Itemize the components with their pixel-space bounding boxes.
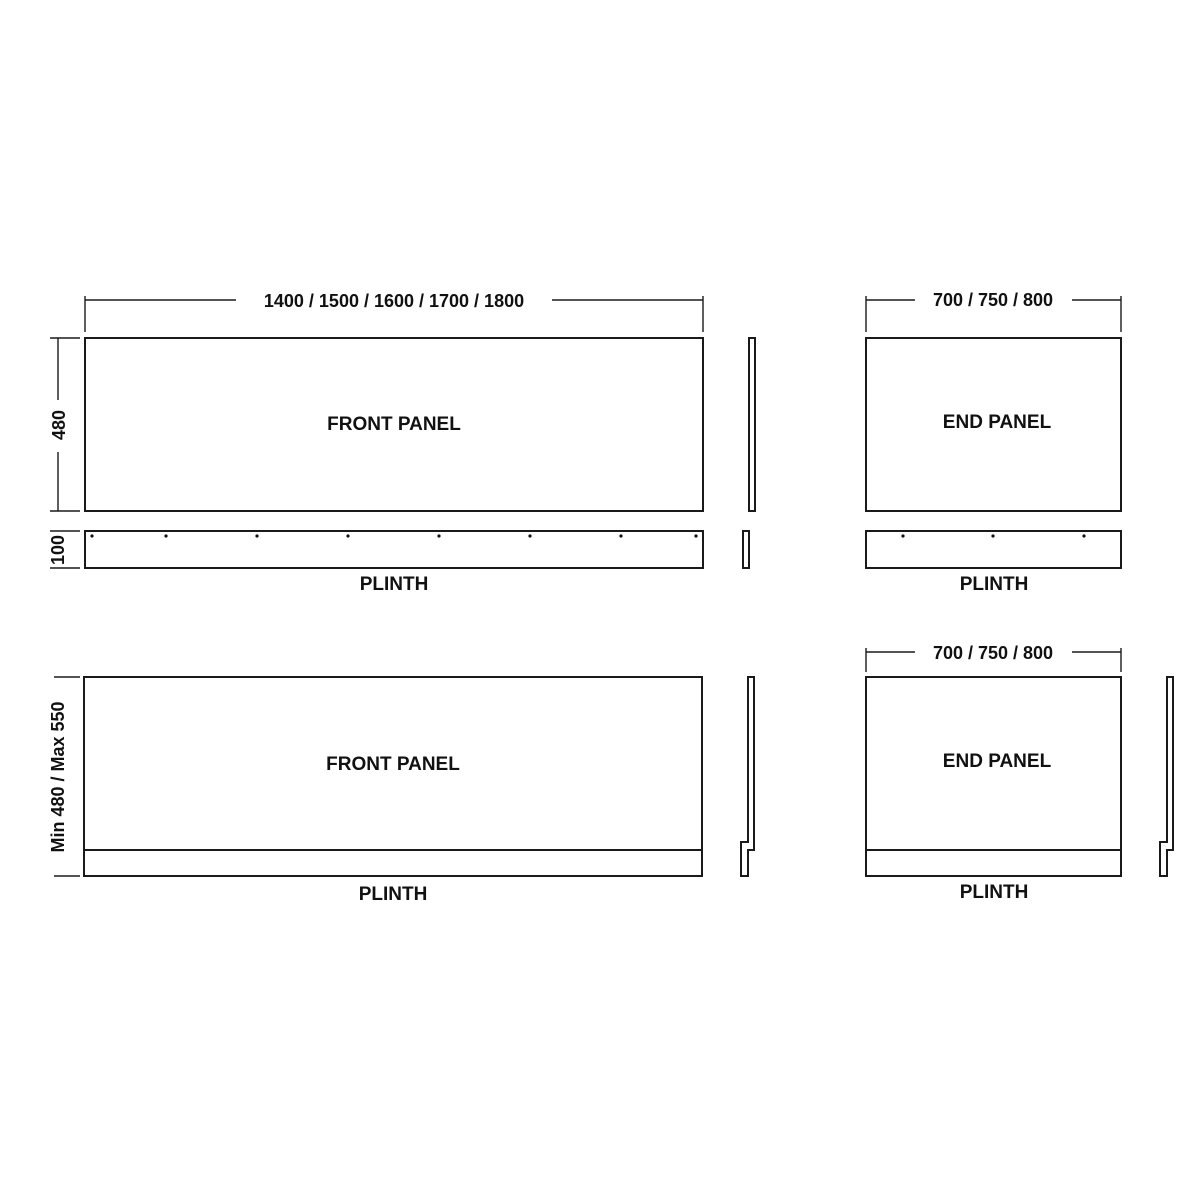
top-front-plinth (85, 531, 703, 568)
bottom-end-width-dimension (866, 643, 1121, 672)
bottom-front-height-label: Min 480 / Max 550 (48, 701, 68, 853)
bottom-end-side-profile (1160, 677, 1173, 876)
top-front-panel-label: FRONT PANEL (327, 414, 461, 435)
bottom-front-height-dimension (48, 677, 80, 876)
top-front-width-dimension (85, 291, 703, 332)
bottom-end-plinth-label: PLINTH (959, 882, 1029, 903)
top-front-plinth-label: PLINTH (359, 574, 429, 595)
bottom-end-width-label: 700 / 750 / 800 (932, 643, 1054, 663)
top-front-width-label: 1400 / 1500 / 1600 / 1700 / 1800 (263, 291, 525, 311)
top-end-plinth-label: PLINTH (959, 574, 1029, 595)
bottom-front-panel-label: FRONT PANEL (326, 754, 460, 775)
bottom-front-side-profile (741, 677, 754, 876)
top-plinth-side-profile (743, 531, 749, 568)
top-panel-side-profile (749, 338, 755, 511)
top-end-panel-label: END PANEL (942, 412, 1052, 433)
top-end-width-dimension (866, 290, 1121, 332)
top-end-width-label: 700 / 750 / 800 (932, 290, 1054, 310)
bottom-end-panel-label: END PANEL (942, 751, 1052, 772)
bottom-front-plinth-label: PLINTH (358, 884, 428, 905)
top-front-height-dimension (49, 338, 80, 511)
top-plinth-height-label: 100 (48, 534, 68, 566)
top-plinth-height-dimension (48, 531, 80, 568)
top-front-height-label: 480 (49, 409, 69, 441)
bottom-front-panel (84, 677, 702, 876)
bottom-end-panel (866, 677, 1121, 876)
